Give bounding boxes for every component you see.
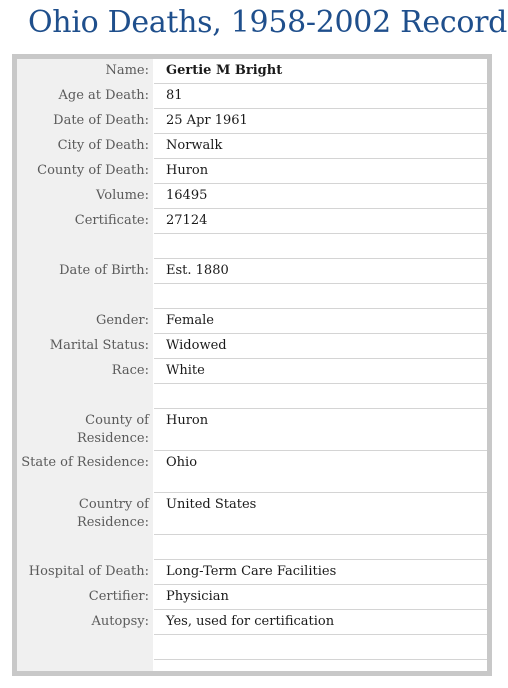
record-row	[17, 184, 487, 209]
record-row	[17, 134, 487, 159]
field-value: Gertie M Bright	[154, 59, 487, 84]
field-label: Marital Status:	[49, 338, 149, 353]
field-value: United States	[154, 493, 487, 535]
record-row	[17, 109, 487, 134]
record-row	[17, 409, 487, 451]
field-value: 16495	[154, 184, 487, 209]
field-label: Date of Birth:	[59, 263, 149, 278]
field-label	[17, 535, 153, 560]
field-label	[17, 284, 153, 309]
field-value: 27124	[154, 209, 487, 234]
record-row	[17, 451, 487, 493]
record-row	[17, 309, 487, 334]
field-label	[17, 234, 153, 259]
field-value: Norwalk	[154, 134, 487, 159]
field-label: Volume:	[96, 188, 149, 203]
record-table	[17, 59, 487, 671]
field-label: County of Residence:	[76, 413, 149, 446]
record-row	[17, 284, 487, 309]
field-value: Yes, used for certification	[154, 610, 487, 635]
field-label: Gender:	[95, 313, 149, 328]
record-row	[17, 84, 487, 109]
field-label: County of Death:	[37, 163, 149, 178]
field-label	[17, 384, 153, 409]
record-row	[17, 359, 487, 384]
field-value	[154, 234, 487, 259]
field-value: 81	[154, 84, 487, 109]
field-value: White	[154, 359, 487, 384]
field-label: Certificate:	[74, 213, 149, 228]
field-label: Date of Death:	[53, 113, 149, 128]
field-label: City of Death:	[57, 138, 149, 153]
field-label: Autopsy:	[91, 614, 149, 629]
field-label: State of Residence:	[21, 455, 149, 470]
field-value	[154, 635, 487, 660]
record-row	[17, 159, 487, 184]
field-label: Age at Death:	[58, 88, 149, 103]
record-row	[17, 334, 487, 359]
field-value: Long-Term Care Facilities	[154, 560, 487, 585]
record-rows	[17, 59, 487, 660]
record-row	[17, 384, 487, 409]
field-value: 25 Apr 1961	[154, 109, 487, 134]
field-value: Ohio	[154, 451, 487, 493]
record-row	[17, 585, 487, 610]
record-row	[17, 234, 487, 259]
field-label: Race:	[111, 363, 149, 378]
field-value: Widowed	[154, 334, 487, 359]
field-value: Female	[154, 309, 487, 334]
record-row	[17, 259, 487, 284]
record-frame	[12, 54, 492, 676]
field-label: Certifier:	[88, 589, 149, 604]
record-row	[17, 635, 487, 660]
field-label	[17, 635, 153, 660]
record-row	[17, 560, 487, 585]
field-value: Huron	[154, 409, 487, 451]
field-value: Est. 1880	[154, 259, 487, 284]
field-value	[154, 384, 487, 409]
record-row	[17, 59, 487, 84]
field-label: Name:	[105, 63, 149, 78]
record-row	[17, 209, 487, 234]
field-value	[154, 535, 487, 560]
record-row	[17, 535, 487, 560]
record-row	[17, 610, 487, 635]
field-value: Physician	[154, 585, 487, 610]
field-label: Country of Residence:	[76, 497, 149, 530]
page-title: Ohio Deaths, 1958-2002 Record	[28, 5, 508, 40]
field-label: Hospital of Death:	[28, 564, 149, 579]
field-value: Huron	[154, 159, 487, 184]
field-value	[154, 284, 487, 309]
record-row	[17, 493, 487, 535]
